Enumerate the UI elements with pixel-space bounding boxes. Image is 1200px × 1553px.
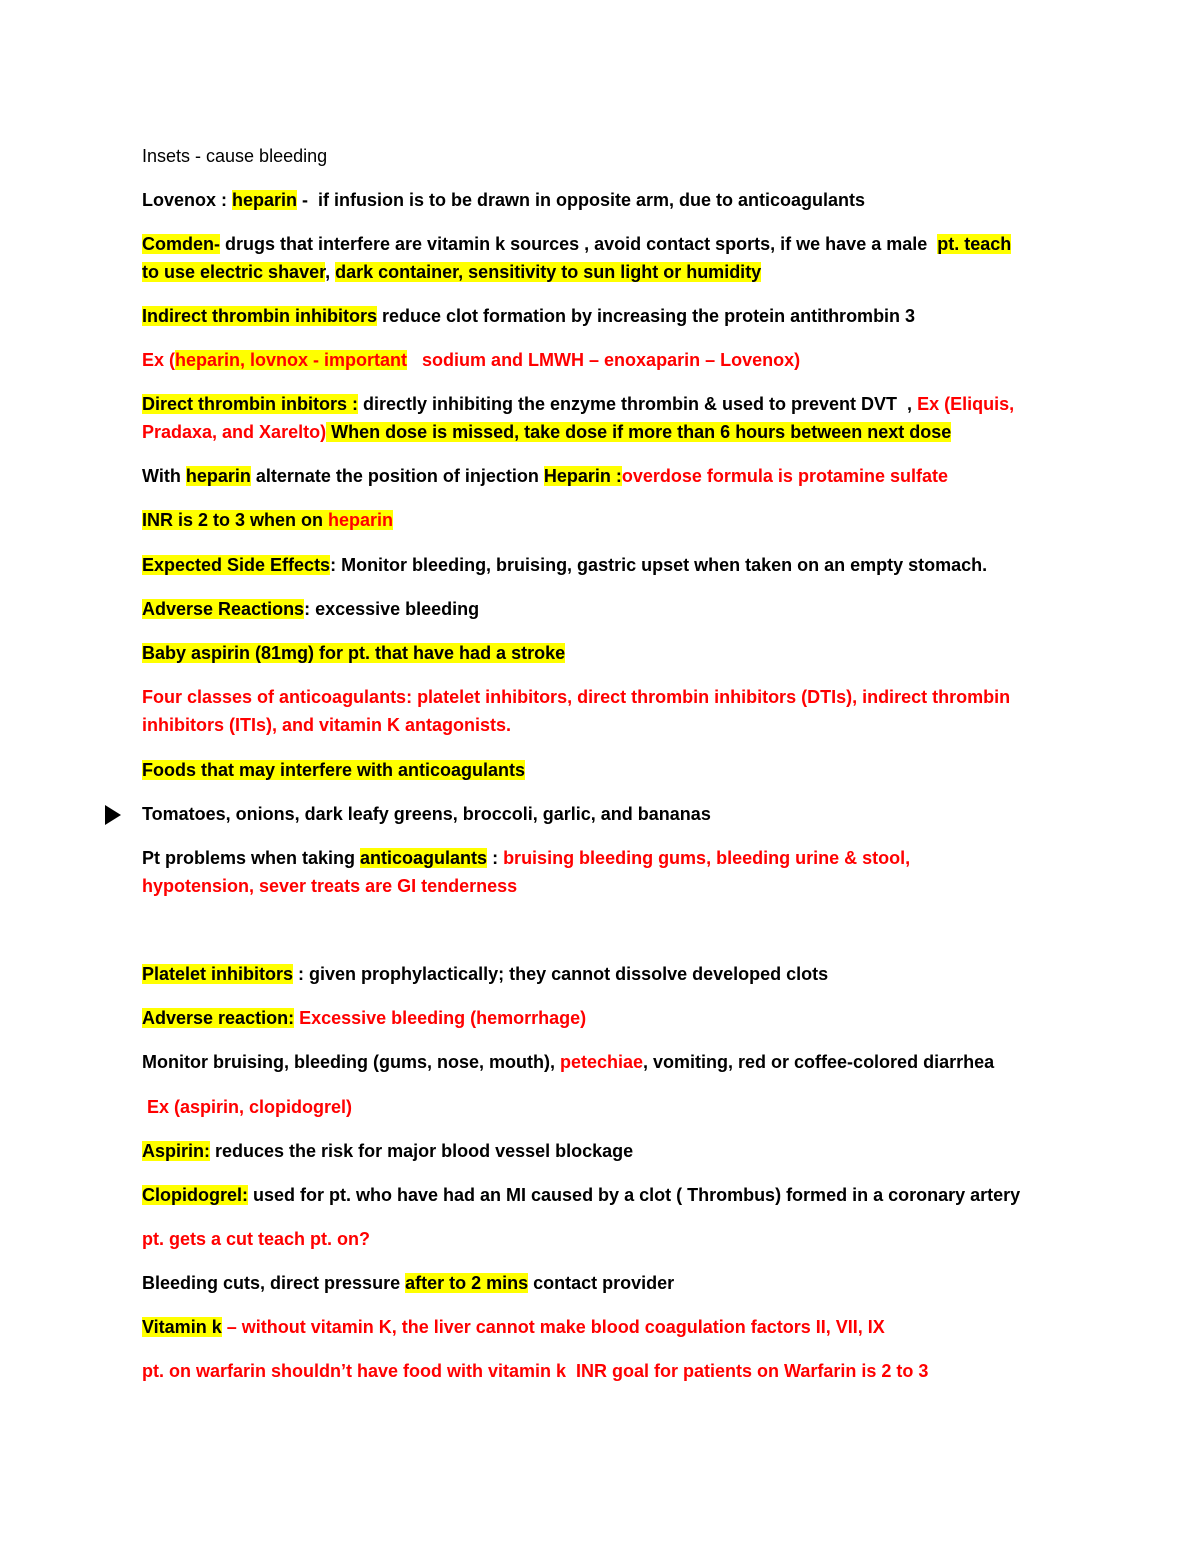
text-segment: sodium and LMWH – enoxaparin – Lovenox) <box>407 350 801 370</box>
text-segment: Lovenox : <box>142 190 233 210</box>
text-segment: directly inhibiting the enzyme thrombin & used to prevent DVT , <box>358 394 918 414</box>
text-line <box>142 1137 633 1165</box>
highlighted-text: Direct thrombin inbitors : <box>142 394 358 414</box>
text-segment: : given prophylactically; they cannot dissolve developed clots <box>293 964 829 984</box>
text-line <box>142 462 948 490</box>
highlighted-text: anticoagulants <box>360 848 488 868</box>
text-line <box>142 756 525 784</box>
text-line <box>142 960 828 988</box>
text-segment: - if infusion is to be drawn in opposite arm, due to anticoagulants <box>297 190 866 210</box>
text-line <box>142 142 327 170</box>
text-segment: pt. gets a cut teach pt. on? <box>142 1229 371 1249</box>
text-line <box>142 1181 1020 1209</box>
text-line <box>142 186 865 214</box>
highlighted-text: Platelet inhibitors <box>142 964 294 984</box>
text-line <box>142 800 711 828</box>
text-line <box>142 1357 928 1385</box>
text-segment: petechiae <box>559 1052 644 1072</box>
text-line <box>142 639 565 667</box>
highlighted-text: Heparin : <box>543 466 622 486</box>
text-segment: hypotension, sever treats are GI tenderness <box>142 876 518 896</box>
highlighted-text: When dose is missed, take dose if more than 6 hours between next dose <box>326 422 952 442</box>
text-segment: – without vitamin K, the liver cannot make blood coagulation factors II, VII, IX <box>221 1317 885 1337</box>
highlighted-text: Aspirin: <box>142 1141 211 1161</box>
text-segment: , <box>325 262 336 282</box>
text-line <box>142 844 910 872</box>
triangle-bullet-icon <box>105 805 121 825</box>
text-segment: Four classes of anticoagulants: platelet inhibitors, direct thrombin inhibitors (DTIs), indirect thrombin <box>142 687 1011 707</box>
text-segment: Ex (Eliquis, <box>917 394 1015 414</box>
highlighted-text: Expected Side Effects <box>142 555 331 575</box>
text-line <box>142 506 393 534</box>
text-line <box>142 302 915 330</box>
text-segment: Pt problems when taking <box>142 848 361 868</box>
text-segment: contact provider <box>528 1273 675 1293</box>
text-segment: Ex (aspirin, clopidogrel) <box>142 1097 353 1117</box>
text-segment: bruising bleeding gums, bleeding urine & stool, <box>503 848 911 868</box>
text-line <box>142 230 1011 258</box>
text-line <box>142 551 987 579</box>
text-segment: overdose formula is protamine sulfate <box>621 466 948 486</box>
text-segment: Tomatoes, onions, dark leafy greens, broccoli, garlic, and bananas <box>142 804 711 824</box>
text-segment: Ex ( <box>142 350 176 370</box>
highlighted-text: Baby aspirin (81mg) for pt. that have had a stroke <box>142 643 566 663</box>
text-segment: reduce clot formation by increasing the protein antithrombin 3 <box>377 306 916 326</box>
highlighted-text: important <box>324 350 408 370</box>
text-segment: inhibitors (ITIs), and vitamin K antagonists. <box>142 715 512 735</box>
text-line <box>142 683 1010 711</box>
text-segment: With <box>142 466 186 486</box>
text-segment: , vomiting, red or coffee-colored diarrhea <box>643 1052 995 1072</box>
highlighted-text: Adverse Reactions <box>142 599 305 619</box>
highlighted-text: Adverse reaction: <box>142 1008 295 1028</box>
highlighted-text: after to 2 mins <box>405 1273 529 1293</box>
text-segment: drugs that interfere are vitamin k sources , avoid contact sports, if we have a male <box>220 234 938 254</box>
highlighted-text: Foods that may interfere with anticoagulants <box>142 760 526 780</box>
highlighted-text: pt. teach <box>937 234 1012 254</box>
highlighted-text: Comden- <box>142 234 220 254</box>
text-line <box>142 1269 674 1297</box>
text-segment: : excessive bleeding <box>304 599 480 619</box>
highlighted-text: Vitamin k <box>142 1317 222 1337</box>
text-line <box>142 1004 586 1032</box>
text-line <box>142 418 951 446</box>
highlighted-text: heparin, lovnox - <box>175 350 325 370</box>
text-line <box>142 1048 994 1076</box>
text-line <box>142 1225 370 1253</box>
highlighted-text: INR is 2 to 3 when on <box>142 510 329 530</box>
highlighted-text: heparin <box>232 190 298 210</box>
highlighted-text: to use electric shaver <box>142 262 326 282</box>
text-line <box>142 1093 352 1121</box>
text-line <box>142 711 511 739</box>
text-line <box>142 258 761 286</box>
highlighted-text: heparin <box>328 510 394 530</box>
text-segment: used for pt. who have had an MI caused by a clot ( Thrombus) formed in a coronary artery <box>248 1185 1021 1205</box>
text-segment: alternate the position of injection <box>250 466 544 486</box>
text-line <box>142 346 800 374</box>
highlighted-text: Indirect thrombin inhibitors <box>142 306 377 326</box>
text-line <box>142 390 1014 418</box>
text-line <box>142 1313 885 1341</box>
text-segment: pt. on warfarin shouldn’t have food with vitamin k INR goal for patients on Warfarin is 2 to 3 <box>142 1361 929 1381</box>
text-segment: Monitor bruising, bleeding (gums, nose, mouth), <box>142 1052 560 1072</box>
highlighted-text: heparin <box>185 466 251 486</box>
text-segment: : <box>487 848 504 868</box>
highlighted-text: dark container, sensitivity to sun light or humidity <box>335 262 762 282</box>
text-line <box>142 595 479 623</box>
highlighted-text: Clopidogrel: <box>142 1185 248 1205</box>
text-segment: reduces the risk for major blood vessel blockage <box>210 1141 634 1161</box>
text-segment: : Monitor bleeding, bruising, gastric upset when taken on an empty stomach. <box>330 555 988 575</box>
text-segment: Insets - cause bleeding <box>142 146 328 166</box>
text-segment: Excessive bleeding (hemorrhage) <box>294 1008 587 1028</box>
text-segment: Bleeding cuts, direct pressure <box>142 1273 406 1293</box>
text-line <box>142 872 517 900</box>
text-segment: Pradaxa, and Xarelto) <box>142 422 327 442</box>
